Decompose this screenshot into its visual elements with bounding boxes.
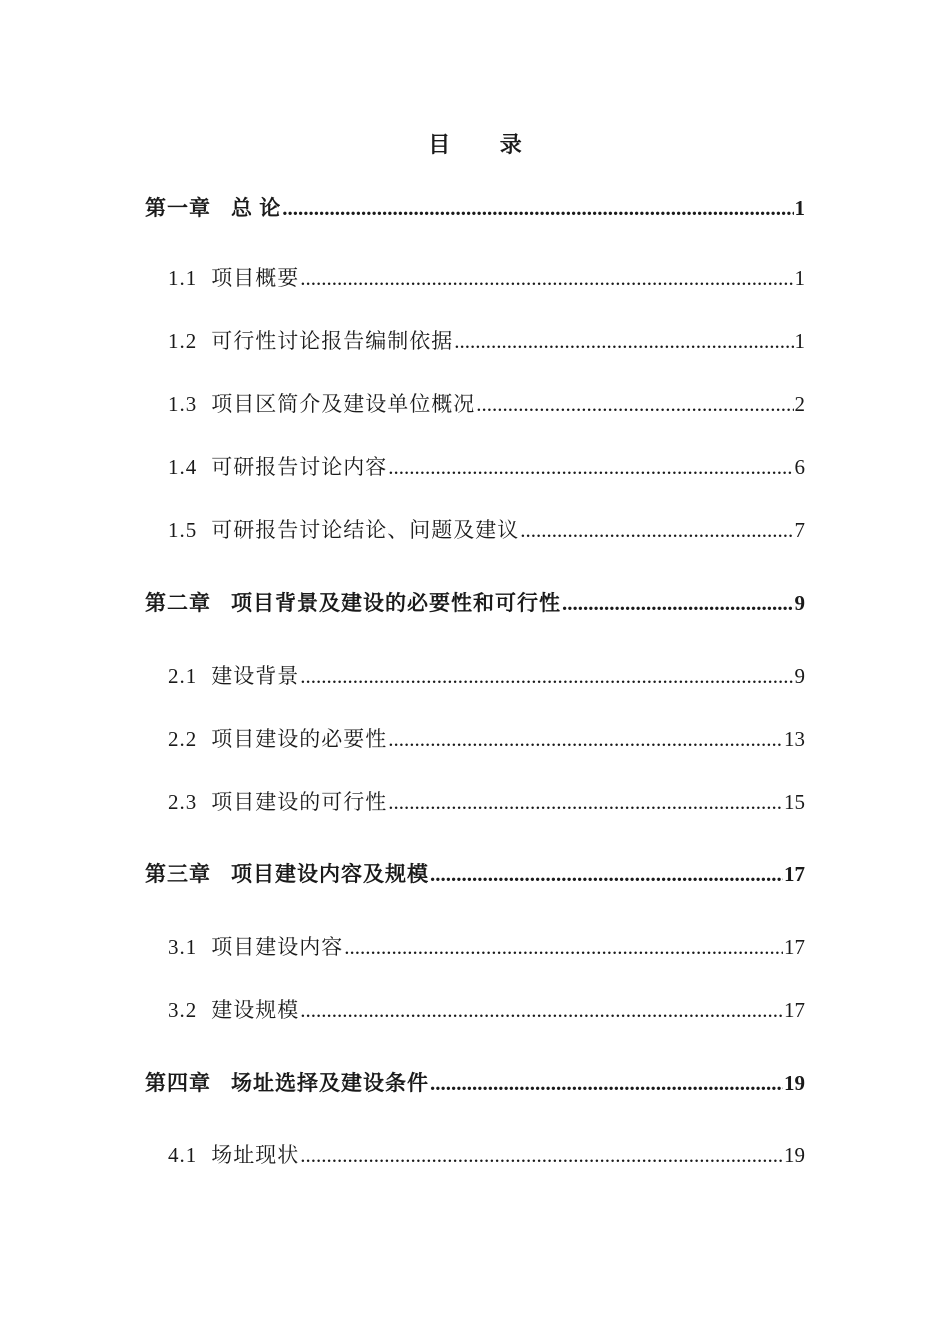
toc-leader-dots: [344, 935, 783, 960]
toc-entry-1-2[interactable]: [168, 325, 805, 355]
toc-entry-chapter-3[interactable]: [145, 858, 805, 888]
toc-page-number: 19: [784, 1071, 805, 1095]
toc-page-number: 1: [794, 266, 805, 290]
toc-page-number: 1: [794, 329, 805, 353]
toc-section-number: 3.1: [168, 935, 198, 959]
toc-leader-dots: [282, 196, 793, 221]
toc-chapter-number: 第四章: [145, 1071, 211, 1095]
toc-section-number: 3.2: [168, 998, 198, 1022]
toc-section-title: 可行性讨论报告编制依据: [211, 329, 454, 353]
toc-leader-dots: [388, 790, 783, 815]
toc-section-title: 可研报告讨论内容: [211, 455, 388, 479]
toc-chapter-number: 第二章: [145, 591, 211, 615]
toc-leader-dots: [300, 998, 783, 1023]
toc-section-number: 1.4: [168, 455, 198, 479]
toc-page-number: 2: [794, 392, 805, 416]
toc-section-number: 1.1: [168, 266, 198, 290]
toc-leader-dots: [388, 727, 783, 752]
toc-entry-2-2[interactable]: [168, 723, 805, 753]
toc-chapter-title: 总 论: [231, 196, 282, 220]
toc-page-number: 1: [794, 196, 805, 220]
toc-entry-chapter-2[interactable]: [145, 587, 805, 617]
toc-section-number: 2.3: [168, 790, 198, 814]
toc-page-number: 17: [784, 998, 805, 1022]
toc-page-number: 9: [794, 591, 805, 615]
toc-leader-dots: [454, 329, 793, 354]
toc-leader-dots: [430, 1071, 783, 1096]
toc-chapter-number: 第一章: [145, 196, 211, 220]
toc-page-number: 7: [794, 518, 805, 542]
toc-page-number: 17: [784, 935, 805, 959]
toc-leader-dots: [476, 392, 793, 417]
toc-section-title: 项目概要: [211, 266, 300, 290]
toc-section-number: 2.1: [168, 664, 198, 688]
toc-chapter-number: 第三章: [145, 862, 211, 886]
toc-entry-1-1[interactable]: [168, 262, 805, 292]
toc-section-title: 场址现状: [211, 1143, 300, 1167]
toc-leader-dots: [300, 664, 793, 689]
toc-leader-dots: [388, 455, 793, 480]
toc-section-title: 建设规模: [211, 998, 300, 1022]
toc-entry-chapter-4[interactable]: [145, 1067, 805, 1097]
toc-page-number: 19: [784, 1143, 805, 1167]
toc-page-number: 15: [784, 790, 805, 814]
toc-entry-2-3[interactable]: [168, 786, 805, 816]
toc-section-title: 项目区简介及建设单位概况: [211, 392, 476, 416]
toc-section-title: 建设背景: [211, 664, 300, 688]
toc-entry-chapter-1[interactable]: [145, 192, 805, 222]
toc-page-number: 13: [784, 727, 805, 751]
toc-entry-4-1[interactable]: [168, 1139, 805, 1169]
toc-entry-3-2[interactable]: [168, 994, 805, 1024]
toc-section-title: 项目建设的必要性: [211, 727, 388, 751]
toc-leader-dots: [300, 1143, 783, 1168]
toc-page-number: 6: [794, 455, 805, 479]
toc-section-number: 1.3: [168, 392, 198, 416]
toc-entry-3-1[interactable]: [168, 931, 805, 961]
toc-section-title: 项目建设的可行性: [211, 790, 388, 814]
toc-section-title: 可研报告讨论结论、问题及建议: [211, 518, 520, 542]
toc-entry-2-1[interactable]: [168, 660, 805, 690]
toc-chapter-title: 项目建设内容及规模: [231, 862, 429, 886]
toc-leader-dots: [562, 591, 794, 616]
toc-leader-dots: [520, 518, 793, 543]
toc-title: 目 录: [428, 132, 544, 157]
toc-section-number: 1.5: [168, 518, 198, 542]
toc-page-number: 17: [784, 862, 805, 886]
toc-leader-dots: [300, 266, 793, 291]
toc-chapter-title: 项目背景及建设的必要性和可行性: [231, 591, 561, 615]
toc-entry-1-4[interactable]: [168, 451, 805, 481]
toc-entry-1-3[interactable]: [168, 388, 805, 418]
toc-section-number: 1.2: [168, 329, 198, 353]
toc-page-number: 9: [794, 664, 805, 688]
toc-section-title: 项目建设内容: [211, 935, 344, 959]
toc-section-number: 4.1: [168, 1143, 198, 1167]
toc-entry-1-5[interactable]: [168, 514, 805, 544]
toc-section-number: 2.2: [168, 727, 198, 751]
toc-leader-dots: [430, 862, 783, 887]
toc-chapter-title: 场址选择及建设条件: [231, 1071, 429, 1095]
